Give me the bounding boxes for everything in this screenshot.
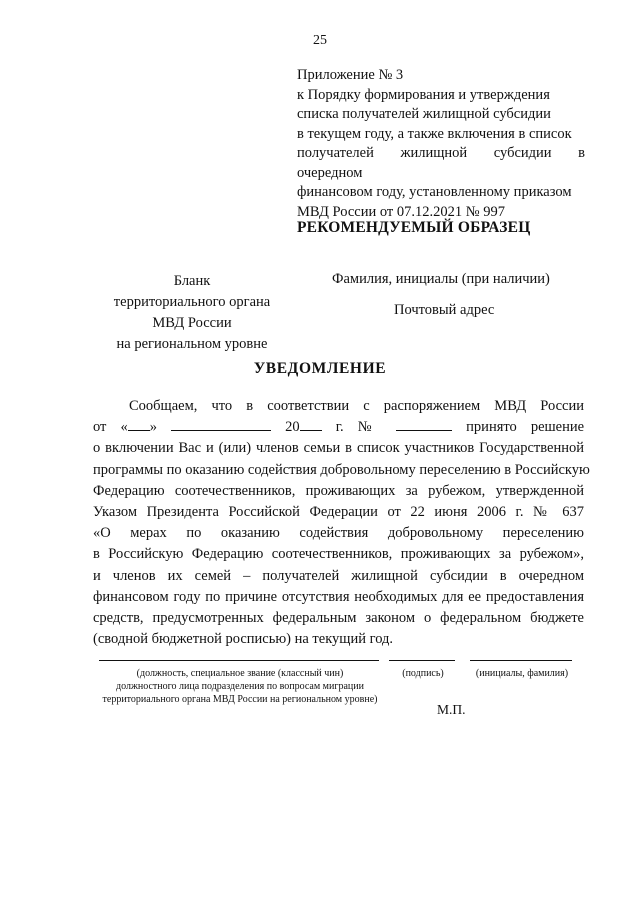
position-caption (92, 667, 388, 706)
recipient-name-label: Фамилия, инициалы (при наличии) (332, 271, 550, 287)
page-number: 25 (313, 33, 327, 48)
body-line: «О мерах по оказанию содействия добровольному переселению (93, 525, 584, 542)
appendix-line: Приложение № 3 (297, 67, 404, 83)
body-line: программы по оказанию содействия добровольному переселению в Российскую (93, 461, 590, 478)
position-caption-line: территориального органа МВД России на региональном уровне) (102, 694, 378, 705)
letterhead-line: МВД России (152, 315, 232, 331)
notice-title: УВЕДОМЛЕНИЕ (253, 360, 387, 377)
appendix-line: финансовом году, установленному приказом (297, 184, 572, 200)
appendix-line: в текущем году, а также включения в список (297, 125, 572, 142)
signature-caption: (подпись) (402, 668, 444, 679)
appendix-line: списка получателей жилищной субсидии (297, 106, 551, 122)
letterhead-line: территориального органа (113, 294, 271, 310)
year-field (285, 419, 322, 435)
date-quote (120, 419, 157, 435)
appendix-line: получателей жилищной субсидии в очередном (297, 145, 585, 181)
day-blank (128, 418, 150, 431)
body-date-line (93, 417, 584, 438)
body-line: Указом Президента Российской Федерации от 22 июня 2006 г. № 637 (93, 504, 584, 521)
initials-caption: (инициалы, фамилия) (475, 668, 569, 679)
position-caption-line: должностного лица подразделения по вопросам миграции (116, 681, 364, 692)
sample-heading: РЕКОМЕНДУЕМЫЙ ОБРАЗЕЦ (297, 219, 531, 236)
number-field (358, 419, 452, 435)
body-tail: принято решение (466, 419, 585, 436)
body-line: и членов их семей – получателей жилищной субсидии в очередном (93, 567, 584, 584)
stamp-placeholder: М.П. (437, 702, 466, 717)
body-line: (сводной бюджетной росписью) на текущий год. (93, 631, 394, 648)
quote-close: » (149, 419, 157, 436)
body-line: финансовом году по причине отсутствия необходимых для ее предоставления (93, 588, 584, 605)
position-caption-line: (должность, специальное звание (классный чин) (136, 668, 344, 679)
number-sign: № (357, 419, 383, 436)
letterhead-line: Бланк (173, 273, 211, 289)
year-prefix: 20 (285, 419, 300, 436)
month-blank (171, 418, 271, 431)
body-line: Сообщаем, что в соответствии с распоряжением МВД России (129, 398, 584, 414)
letterhead-line: на региональном уровне (116, 336, 268, 352)
recipient-address-label: Почтовый адрес (394, 302, 495, 318)
body-line: о включении Вас и (или) членов семьи в список участников Государственной (93, 440, 584, 457)
letterhead-block (98, 271, 286, 355)
signature-line (389, 660, 455, 661)
year-blank (300, 418, 322, 431)
number-blank (396, 418, 452, 431)
position-signature-line (99, 660, 379, 661)
body-line: в Российскую Федерацию соотечественников, проживающих за рубежом», (93, 546, 584, 563)
appendix-line: к Порядку формирования и утверждения (297, 86, 550, 103)
body-line: Федерацию соотечественников, проживающих за рубежом, утвержденной (93, 482, 584, 499)
notice-body (93, 396, 590, 650)
initials-signature-line (470, 660, 572, 661)
appendix-reference (297, 66, 585, 222)
body-line: средств, предусмотренных федеральным законом о федеральном бюджете (93, 610, 584, 627)
quote-open: « (120, 419, 128, 436)
body-ot: от (93, 419, 107, 436)
appendix-line: МВД России от 07.12.2021 № 997 (297, 203, 505, 220)
body-g: г. (335, 419, 344, 436)
